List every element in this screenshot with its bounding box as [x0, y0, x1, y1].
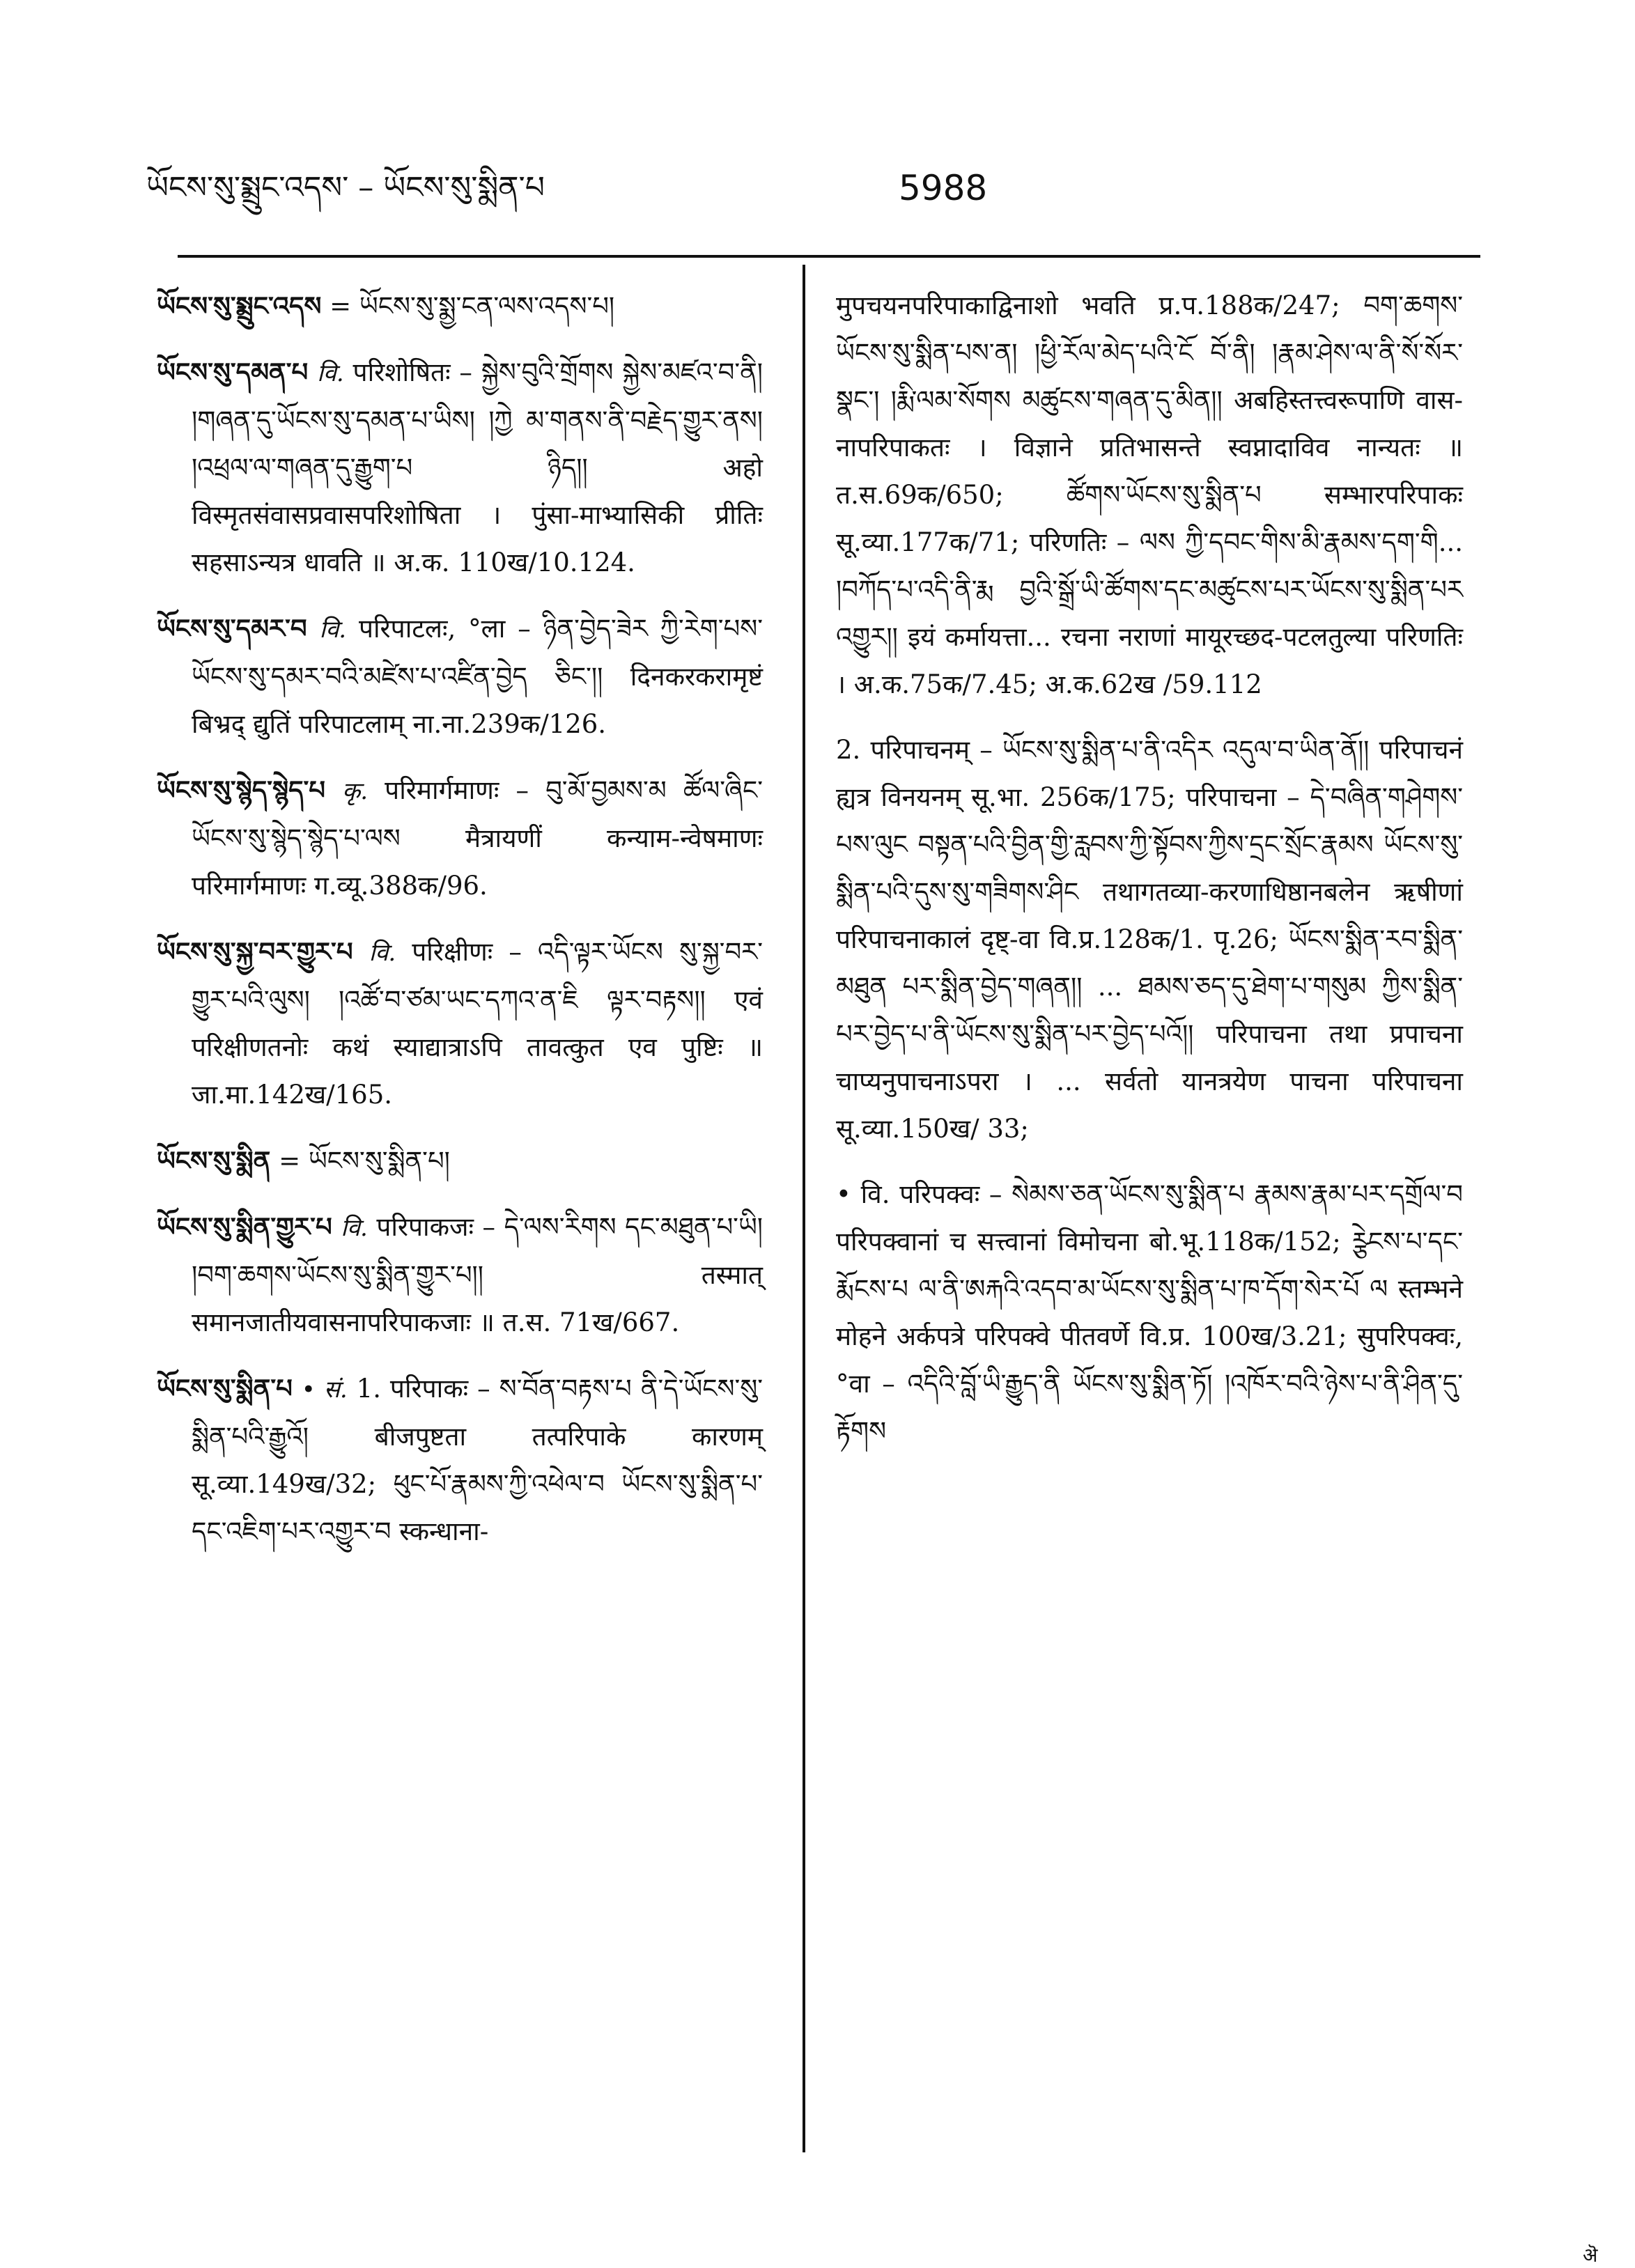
page-number: 5988 [899, 168, 988, 208]
dictionary-entry [157, 1203, 763, 1346]
dictionary-entry [157, 282, 763, 330]
entry-headword: ཡོངས་སུ་དམར་བ [157, 613, 307, 644]
guide-words: ཡོངས་སུ་སྨྲུང་འདས་ – ཡོངས་སུ་སྨིན་པ [146, 170, 545, 205]
entry-headword: ཡོངས་སུ་སྨིན་གྱུར་པ [157, 1211, 332, 1242]
entry-pos: • सं. [301, 1376, 348, 1404]
entry-pos: कृ. [342, 777, 369, 805]
entry-headword: ཡོངས་སུ་དམན་པ [157, 357, 309, 387]
entry-body: परिमार्गमाणः – བུ་མོ་བྱམས་མ ཚོལ་ཞིང་ཡོངས་སུ་སྙེད་སྙེད་པ་ལས मैत्रायणीं कन्याम-न्वेषमाणः परिमार्गमाणः ग.व्यू.388क/96. [192, 775, 763, 901]
column-divider [803, 265, 805, 2152]
entry-body: = ཡོངས་སུ་སྨིན་པ། [279, 1146, 450, 1176]
dictionary-entry [157, 1365, 763, 1555]
entry-adjective-sense: • वि. परिपक्वः – སེམས་ཅན་ཡོངས་སུ་སྨིན་པ རྣམས་རྣམ་པར་དགྲོལ་བ परिपक्वानां च सत्त्वानां विमोचना बो.भू.118क/152; ཪྩེངས་པ་དང་རྨོངས་པ ལ་ནི་ཨརྐའི་འདབ་མ་ཡོངས་སུ་སྨིན་པ་ཁ་དོག་སེར་པོ ལ स्तम्भने मोहने अर्कपत्रे परिपक्वे पीतवर्णे वि.प्र. 100ख/3.21; सुपरिपक्वः, °वा – འདིའི་བློ་ཡི་རྒྱུད་ནི ཡོངས་སུ་སྨིན་ཏོ། །འཁོར་བའི་ཉེས་པ་ནི་ཤིན་དུ་རྟོགས [836, 1179, 1463, 1446]
entry-headword: ཡོངས་སུ་སྐྱ་བར་གྱུར་པ [157, 936, 353, 967]
entry-headword: ཡོངས་སུ་སྨྲུང་འདས [157, 290, 322, 321]
right-column [836, 282, 1463, 1473]
entry-body: परिक्षीणः – འདི་ལྟར་ཡོངས སུ་སྐྱ་བར་གྱུར་པའི་ལུས། །འཚོ་བ་ཙམ་ཡང་དཀའ་ན་ཇི ལྟར་བརྟས།། एवं परिक्षीणतनोः कथं स्याद्यात्राऽपि तावत्कुत एव पुष्टिः ॥ जा.मा.142ख/165. [192, 937, 763, 1110]
entry-headword: ཡོངས་སུ་སྙེད་སྙེད་པ [157, 775, 326, 805]
entry-body: परिपाकजः – དེ་ལས་རིགས དང་མཐུན་པ་ཡི། །བག་ཆགས་ཡོངས་སུ་སྨིན་གྱུར་པ།། तस्मात् समानजातीयवासनापरिपाकजाः ॥ त.स. 71ख/667. [192, 1212, 763, 1337]
dictionary-entry [157, 766, 763, 910]
corner-mark: ऄ [1583, 2244, 1598, 2267]
entry-continuation: मुपचयनपरिपाकाद्विनाशो भवति प्र.प.188क/247; བག་ཆགས་ཡོངས་སུ་སྨིན་པས་ན། །ཕྱི་རོལ་མེད་པའི་ངོ བོ་ནི། །རྣམ་ཤེས་ལ་ནི་སོ་སོར་སྣང་། །རྨི་ལམ་སོགས མཚུངས་གཞན་དུ་མིན།། अबहिस्तत्त्वरूपाणि वास-नापरिपाकतः । विज्ञाने प्रतिभासन्ते स्वप्नादाविव नान्यतः ॥ त.स.69क/650; ཚོགས་ཡོངས་སུ་སྨིན་པ सम्भारपरिपाकः सू.व्या.177क/71; परिणतिः – ལས ཀྱི་དབང་གིས་མི་རྣམས་དག་གི... །བཀོད་པ་འདི་ནི་རྨ བྱའི་སྒྲོ་ཡི་ཚོགས་དང་མཚུངས་པར་ཡོངས་སུ་སྨིན་པར འགྱུར།། इयं कर्मायत्ता... रचना नराणां मायूरच्छद-पटलतुल्या परिणतिः । अ.क.75क/7.45; अ.क.62ख /59.112 [836, 290, 1463, 699]
left-column [157, 282, 763, 1574]
entry-headword: ཡོངས་སུ་སྨིན [157, 1145, 271, 1176]
header-rule [178, 255, 1480, 258]
dictionary-entry [157, 348, 763, 587]
dictionary-entry [157, 928, 763, 1119]
entry-headword: ཡོངས་སུ་སྨིན་པ [157, 1373, 293, 1404]
page-header [146, 157, 1470, 233]
entry-body: परिपाटलः, °ला – ཉིན་བྱེད་ཟེར ཀྱི་རེག་པས་ཡོངས་སུ་དམར་བའི་མཛེས་པ་འཛིན་བྱེད ཅིང་།། दिनकरकरामृष्टं बिभ्रद् द्युतिं परिपाटलाम् ना.ना.239क/126. [192, 614, 764, 739]
entry-pos: वि. [319, 616, 347, 644]
entry-pos: वि. [317, 359, 344, 387]
entry-body: परिशोषितः – སྐྱེས་བུའི་གྲོགས སྐྱེས་མཛའ་བ་ནི། །གཞན་དུ་ཡོངས་སུ་དམན་པ་ཡིས། །ཀྱེ མ་གནས་ནི་བརྗེད་གྱུར་ནས། །འཕྲལ་ལ་གཞན་དུ་རྒྱུག་པ ཉིད།། अहो विस्मृतसंवासप्रवासपरिशोषिता । पुंसा-माभ्यासिकी प्रीतिः सहसाऽन्यत्र धावति ॥ अ.क. 110ख/10.124. [192, 357, 764, 577]
entry-pos: वि. [341, 1214, 368, 1242]
entry-pos: वि. [369, 939, 396, 967]
dictionary-entry [157, 605, 763, 748]
entry-body: 1. परिपाकः – ས་བོན་བརྟས་པ ནི་དེ་ཡོངས་སུ་སྨིན་པའི་རྒྱུའོ། बीजपुष्टता तत्परिपाके कारणम् सू.व्या.149ख/32; ཕུང་པོ་རྣམས་ཀྱི་འཕེལ་བ ཡོངས་སུ་སྨིན་པ་དང་འཇིག་པར་འགྱུར་བ स्कन्धाना- [192, 1374, 764, 1546]
entry-body: = ཡོངས་སུ་སྨྱ་ངན་ལས་འདས་པ། [330, 291, 615, 321]
dictionary-entry [157, 1137, 763, 1185]
entry-sense-2: 2. परिपाचनम् – ཡོངས་སུ་སྨིན་པ་ནི་འདིར འདུལ་བ་ཡིན་ནོ།། परिपाचनं ह्यत्र विनयनम् सू.भा. 256क/175; परिपाचना – དེ་བཞིན་གཤེགས་པས་ལུང བསྟན་པའི་བྱིན་གྱི་རླབས་ཀྱི་སྟོབས་ཀྱིས་དྲང་སྲོང་རྣམས ཡོངས་སུ་སྨིན་པའི་དུས་སུ་གཟིགས་ཤིང तथागतव्या-करणाधिष्ठानबलेन ऋषीणां परिपाचनाकालं दृष्ट्-वा वि.प्र.128क/1. पृ.26; ཡོངས་སྨིན་རབ་སྨིན་མཐུན པར་སྨིན་བྱེད་གཞན།། ... ཐམས་ཅད་དུ་ཐེག་པ་གསུམ ཀྱིས་སྨིན་པར་བྱེད་པ་ནི་ཡོངས་སུ་སྨིན་པར་བྱེད་པའོ།། परिपाचना तथा प्रपाचना चाप्यनुपाचनाऽपरा । ... सर्वतो यानत्रयेण पाचना परिपाचना सू.व्या.150ख/ 33; [836, 735, 1463, 1144]
